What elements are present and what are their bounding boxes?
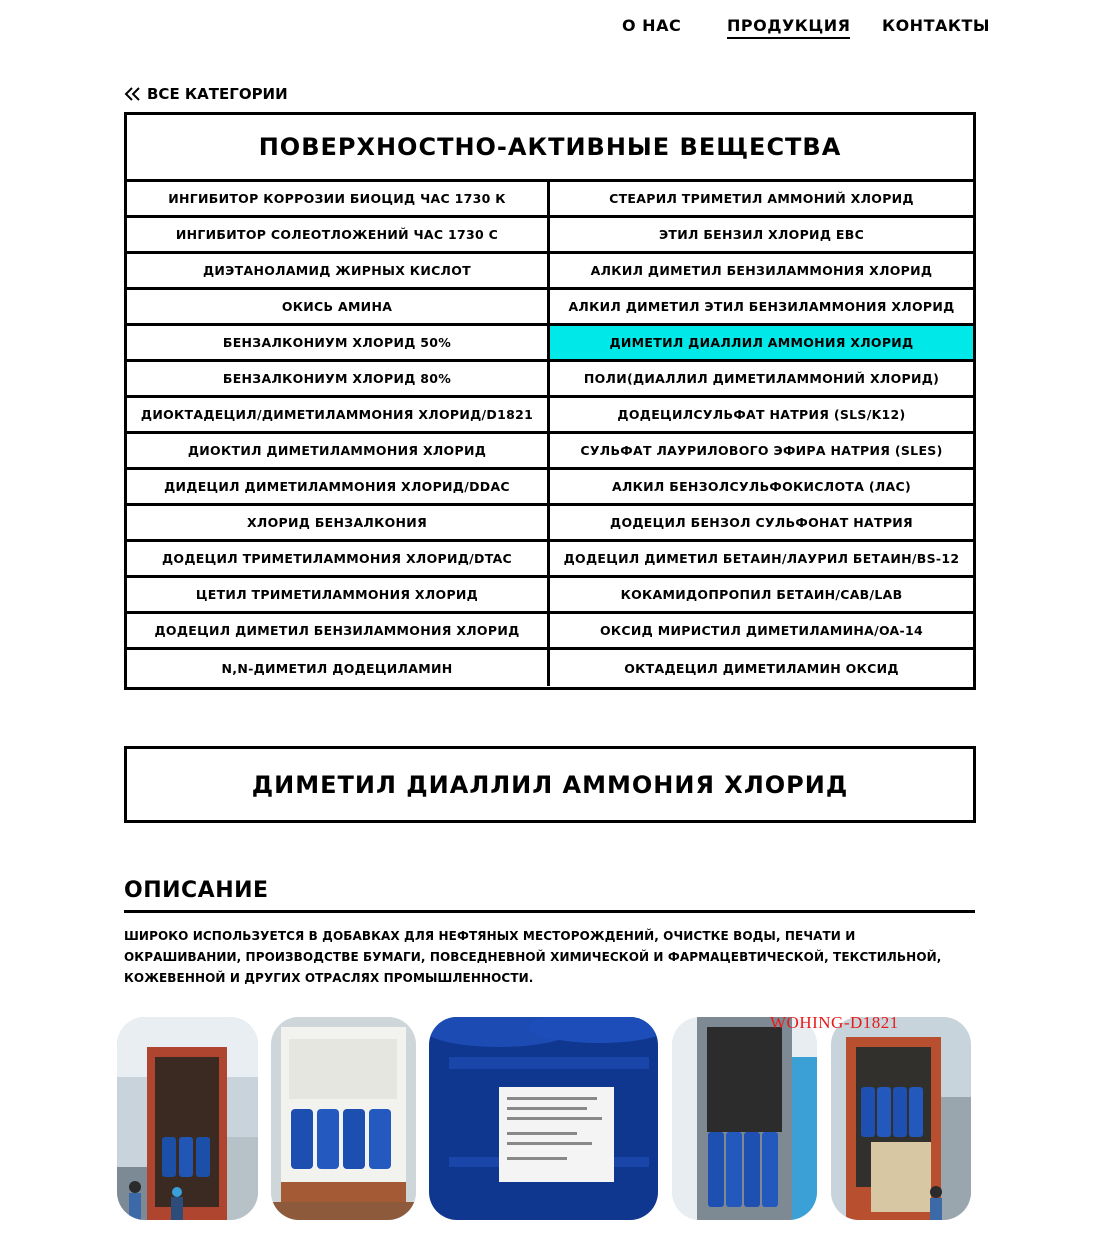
back-label: ВСЕ КАТЕГОРИИ (147, 85, 288, 103)
category-item[interactable]: ДИДЕЦИЛ ДИМЕТИЛАММОНИЯ ХЛОРИД/DDAC (127, 470, 550, 506)
category-item[interactable]: ДОДЕЦИЛ ДИМЕТИЛ БЕТАИН/ЛАУРИЛ БЕТАИН/BS-12 (550, 542, 973, 578)
nav-about[interactable]: О НАС (622, 16, 682, 35)
category-item[interactable]: ХЛОРИД БЕНЗАЛКОНИЯ (127, 506, 550, 542)
top-nav (0, 16, 1100, 46)
category-item[interactable]: БЕНЗАЛКОНИУМ ХЛОРИД 80% (127, 362, 550, 398)
category-item[interactable]: АЛКИЛ ДИМЕТИЛ ЭТИЛ БЕНЗИЛАММОНИЯ ХЛОРИД (550, 290, 973, 326)
double-chevron-left-icon (124, 87, 141, 101)
category-item[interactable]: ОКСИД МИРИСТИЛ ДИМЕТИЛАМИНА/OA-14 (550, 614, 973, 650)
description-text: ШИРОКО ИСПОЛЬЗУЕТСЯ В ДОБАВКАХ ДЛЯ НЕФТЯНЫХ МЕСТОРОЖДЕНИЙ, ОЧИСТКЕ ВОДЫ, ПЕЧАТИ И ОКРАШИВАНИИ, ПРОИЗВОДСТВЕ БУМАГИ, ПОВСЕДНЕВНОЙ ХИМИЧЕСКОЙ И ФАРМАЦЕВТИЧЕСКОЙ, ТЕКСТИЛЬНОЙ, КОЖЕВЕННОЙ И ДРУГИХ ОТРАСЛЯХ ПРОМЫШЛЕННОСТИ. (124, 929, 942, 985)
category-item[interactable]: ПОЛИ(ДИАЛЛИЛ ДИМЕТИЛАММОНИЙ ХЛОРИД) (550, 362, 973, 398)
category-item[interactable]: АЛКИЛ ДИМЕТИЛ БЕНЗИЛАММОНИЯ ХЛОРИД (550, 254, 973, 290)
category-table (124, 112, 976, 690)
category-grid (127, 182, 973, 686)
category-item[interactable]: ДОДЕЦИЛ БЕНЗОЛ СУЛЬФОНАТ НАТРИЯ (550, 506, 973, 542)
product-title: ДИМЕТИЛ ДИАЛЛИЛ АММОНИЯ ХЛОРИД (251, 770, 849, 799)
photo-watermark: WOHING-D1821 (770, 1013, 899, 1032)
category-title: ПОВЕРХНОСТНО-АКТИВНЫЕ ВЕЩЕСТВА (127, 115, 973, 182)
photo-container-loading-1 (117, 1017, 258, 1220)
category-item[interactable]: ДИЭТАНОЛАМИД ЖИРНЫХ КИСЛОТ (127, 254, 550, 290)
nav-products[interactable]: ПРОДУКЦИЯ (727, 16, 850, 39)
category-item[interactable]: ДИМЕТИЛ ДИАЛЛИЛ АММОНИЯ ХЛОРИД (550, 326, 973, 362)
category-item[interactable]: ДОДЕЦИЛСУЛЬФАТ НАТРИЯ (SLS/K12) (550, 398, 973, 434)
category-item[interactable]: СТЕАРИЛ ТРИМЕТИЛ АММОНИЙ ХЛОРИД (550, 182, 973, 218)
category-item[interactable]: ДИОКТИЛ ДИМЕТИЛАММОНИЯ ХЛОРИД (127, 434, 550, 470)
category-item[interactable]: ДИОКТАДЕЦИЛ/ДИМЕТИЛАММОНИЯ ХЛОРИД/D1821 (127, 398, 550, 434)
description-heading: ОПИСАНИЕ (124, 876, 975, 913)
back-to-categories-link[interactable] (124, 84, 288, 104)
photo-container-loading-4 (831, 1017, 971, 1220)
photo-drum-label (429, 1017, 658, 1220)
category-item[interactable]: ДОДЕЦИЛ ДИМЕТИЛ БЕНЗИЛАММОНИЯ ХЛОРИД (127, 614, 550, 650)
product-title-box (124, 746, 976, 823)
photo-container-loading-2 (271, 1017, 416, 1220)
category-item[interactable]: ИНГИБИТОР КОРРОЗИИ БИОЦИД ЧАС 1730 К (127, 182, 550, 218)
photo-container-loading-3 (672, 1017, 817, 1220)
category-item[interactable]: АЛКИЛ БЕНЗОЛСУЛЬФОКИСЛОТА (ЛАС) (550, 470, 973, 506)
category-item[interactable]: ОКИСЬ АМИНА (127, 290, 550, 326)
category-item[interactable]: ДОДЕЦИЛ ТРИМЕТИЛАММОНИЯ ХЛОРИД/DTAC (127, 542, 550, 578)
category-item[interactable]: ЦЕТИЛ ТРИМЕТИЛАММОНИЯ ХЛОРИД (127, 578, 550, 614)
nav-contacts[interactable]: КОНТАКТЫ (882, 16, 990, 35)
category-item[interactable]: ЭТИЛ БЕНЗИЛ ХЛОРИД EBC (550, 218, 973, 254)
category-item[interactable]: ИНГИБИТОР СОЛЕОТЛОЖЕНИЙ ЧАС 1730 С (127, 218, 550, 254)
category-item[interactable]: ОКТАДЕЦИЛ ДИМЕТИЛАМИН ОКСИД (624, 660, 899, 676)
category-item[interactable]: N,N-ДИМЕТИЛ ДОДЕЦИЛАМИН (127, 650, 550, 686)
category-item[interactable]: БЕНЗАЛКОНИУМ ХЛОРИД 50% (127, 326, 550, 362)
category-item[interactable]: СУЛЬФАТ ЛАУРИЛОВОГО ЭФИРА НАТРИЯ (SLES) (550, 434, 973, 470)
category-item[interactable]: КОКАМИДОПРОПИЛ БЕТАИН/CAB/LAB (550, 578, 973, 614)
